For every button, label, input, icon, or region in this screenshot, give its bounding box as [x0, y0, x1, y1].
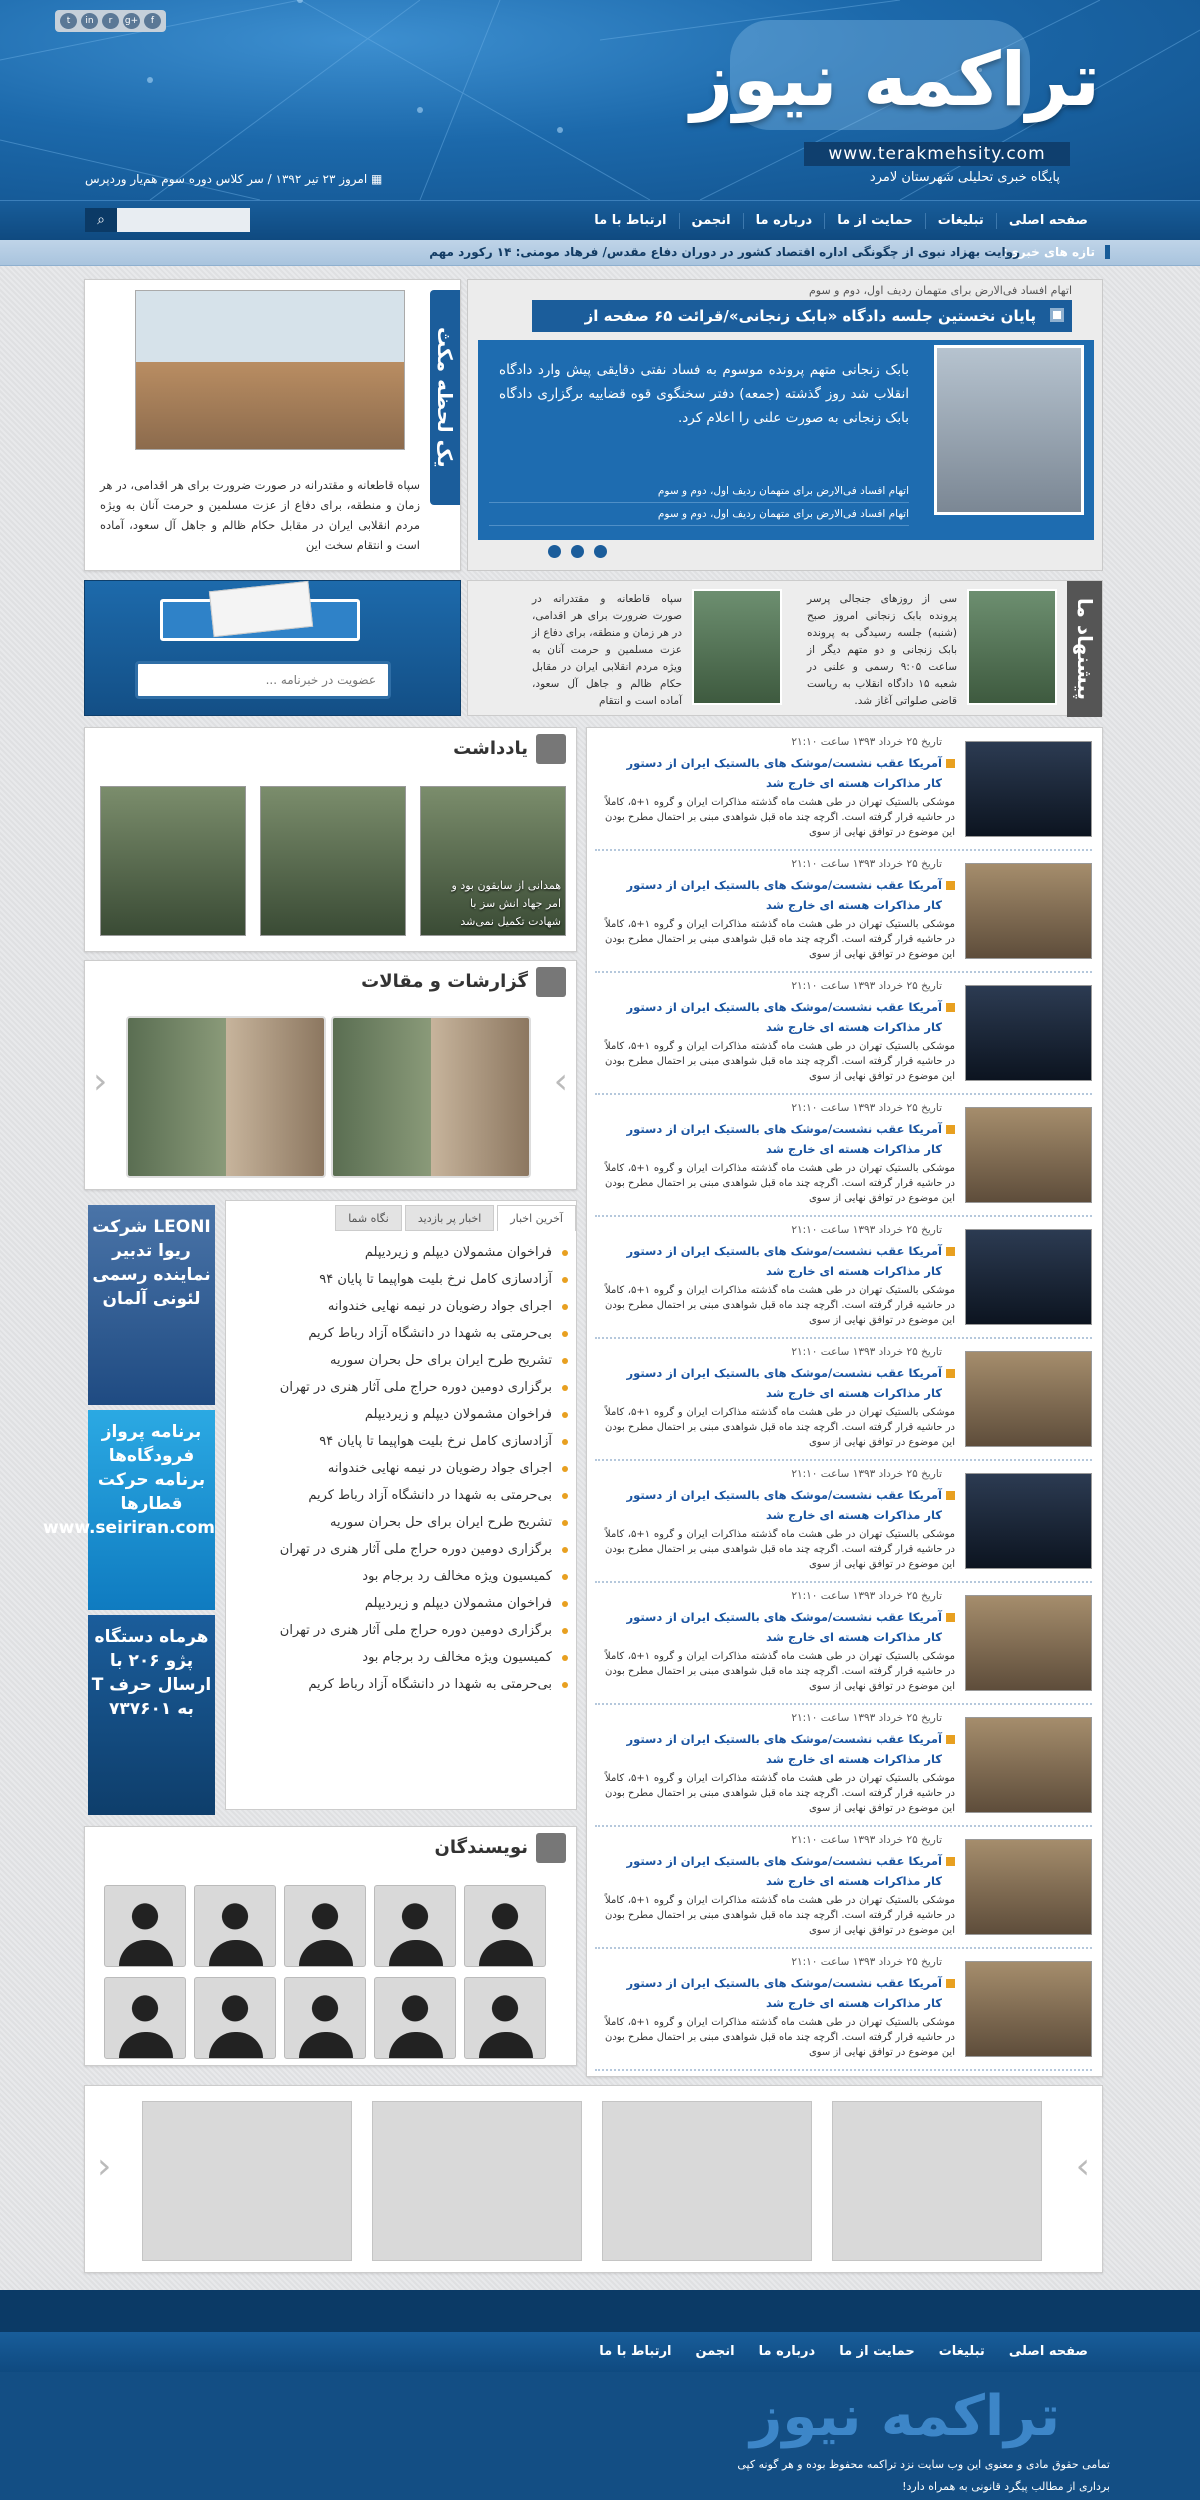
writer-avatar[interactable] [284, 1977, 366, 2059]
hero-body [478, 340, 1094, 540]
news-ticker [0, 240, 1200, 266]
list-item[interactable]: بی‌حرمتی به شهدا در دانشگاه آزاد رباط کریم [236, 1320, 576, 1347]
news-date: تاریخ ۲۵ خرداد ۱۳۹۳ ساعت ۲۱:۱۰ [791, 1834, 942, 1846]
news-summary: موشکی بالستیک تهران در طی هشت ماه گذشته مذاکرات ایران و گروه ۱+۵، کاملاً در حاشیه قرار گرفته است. اگرچه چند ماه قبل شواهدی مبنی بر احتمال مطرح بودن این موضوع در توافق نهایی از سوی [605, 1895, 955, 1936]
writer-avatar[interactable] [104, 1885, 186, 1967]
news-thumbnail[interactable] [965, 863, 1092, 959]
footer-nav-about[interactable]: درباره ما [758, 2344, 816, 2359]
ad-text: برنامه پرواز فرودگاه‌ها برنامه حرکت قطارها www.seiriran.com [42, 1422, 215, 1538]
chevron-left-icon[interactable]: ‹ [97, 2146, 112, 2187]
tab-latest[interactable]: آخرین اخبار [497, 1205, 576, 1231]
site-logo-title[interactable]: تراکمه نیوز [690, 37, 1100, 123]
news-date: تاریخ ۲۵ خرداد ۱۳۹۳ ساعت ۲۱:۱۰ [791, 1468, 942, 1480]
writer-avatar[interactable] [194, 1977, 276, 2059]
ad-banner-peugeot[interactable] [88, 1615, 215, 1815]
footer-nav-contact[interactable]: ارتباط با ما [599, 2344, 672, 2359]
notes-title: یادداشت [453, 738, 528, 759]
tab-popular[interactable]: اخبار پر بازدید [405, 1205, 494, 1231]
note-image[interactable] [260, 786, 406, 936]
reports-box [84, 960, 577, 1190]
footer-logo[interactable]: تراکمه نیوز [750, 2384, 1060, 2449]
chevron-right-icon[interactable]: › [1075, 2146, 1090, 2187]
writer-avatar[interactable] [464, 1977, 546, 2059]
suggest-image[interactable] [692, 589, 782, 705]
writer-avatar[interactable] [374, 1977, 456, 2059]
suggest-tab: پیشنهاد ما [1067, 581, 1102, 717]
suggest-box [467, 580, 1103, 716]
footer-nav-ads[interactable]: تبلیغات [938, 2344, 985, 2359]
news-summary: موشکی بالستیک تهران در طی هشت ماه گذشته مذاکرات ایران و گروه ۱+۵، کاملاً در حاشیه قرار گرفته است. اگرچه چند ماه قبل شواهدی مبنی بر احتمال مطرح بودن این موضوع در توافق نهایی از سوی [605, 1529, 955, 1570]
news-date: تاریخ ۲۵ خرداد ۱۳۹۳ ساعت ۲۱:۱۰ [791, 1712, 942, 1724]
news-title[interactable]: آمریکا عقب نشست/موشک های بالستیک ایران از دستور کار مذاکرات هسته ای خارج شد [605, 1607, 955, 1647]
hero-link[interactable]: اتهام افساد فی‌الارض برای متهمان ردیف اول، دوم و سوم [489, 480, 909, 503]
news-summary: موشکی بالستیک تهران در طی هشت ماه گذشته مذاکرات ایران و گروه ۱+۵، کاملاً در حاشیه قرار گرفته است. اگرچه چند ماه قبل شواهدی مبنی بر احتمال مطرح بودن این موضوع در توافق نهایی از سوی [605, 1651, 955, 1692]
news-date: تاریخ ۲۵ خرداد ۱۳۹۳ ساعت ۲۱:۱۰ [791, 1346, 942, 1358]
list-item[interactable]: آزادسازی کامل نرخ بلیت هواپیما تا پایان ۹۴ [236, 1428, 576, 1455]
news-title[interactable]: آمریکا عقب نشست/موشک های بالستیک ایران از دستور کار مذاکرات هسته ای خارج شد [605, 1973, 955, 2013]
writer-avatar[interactable] [194, 1885, 276, 1967]
news-title[interactable]: آمریکا عقب نشست/موشک های بالستیک ایران از دستور کار مذاکرات هسته ای خارج شد [605, 1851, 955, 1891]
hero-image[interactable] [934, 345, 1084, 515]
hero-summary: بابک زنجانی متهم پرونده موسوم به فساد نفتی دقایقی پیش وارد دادگاه انقلاب شد روز گذشته (جمعه) دفتر سخنگوی قوه قضاییه برگزاری دادگاه بابک زنجانی به صورت علنی را اعلام کرد. [499, 362, 909, 426]
suggest-image[interactable] [967, 589, 1057, 705]
news-summary: موشکی بالستیک تهران در طی هشت ماه گذشته مذاکرات ایران و گروه ۱+۵، کاملاً در حاشیه قرار گرفته است. اگرچه چند ماه قبل شواهدی مبنی بر احتمال مطرح بودن این موضوع در توافق نهایی از سوی [605, 797, 955, 838]
ticker-text[interactable]: روایت بهزاد نبوی از چگونگی اداره اقتصاد کشور در دوران دفاع مقدس/ فرهاد مومنی: ۱۴ رکورد مهم [429, 245, 1020, 259]
footer-top-bar [0, 2290, 1200, 2332]
slider-dots [508, 545, 607, 558]
moment-text: سپاه قاطعانه و مقتدرانه در صورت ضرورت برای هر اقدامی، در هر زمان و منطقه، برای دفاع از عزت مسلمین و حرمت آنان به ویژه مردم انقلابی ایران در مقابل حکام ظالم و جاهل آل سعود، آماده است و انتقام سخت این [100, 478, 420, 552]
hero-kicker: اتهام افساد فی‌الارض برای متهمان ردیف اول، دوم و سوم [808, 284, 1072, 297]
news-summary: موشکی بالستیک تهران در طی هشت ماه گذشته مذاکرات ایران و گروه ۱+۵، کاملاً در حاشیه قرار گرفته است. اگرچه چند ماه قبل شواهدی مبنی بر احتمال مطرح بودن این موضوع در توافق نهایی از سوی [605, 1163, 955, 1204]
news-item[interactable] [595, 1465, 1092, 1583]
site-header [0, 0, 1200, 200]
nav-support[interactable]: حمایت از ما [824, 213, 925, 229]
news-summary: موشکی بالستیک تهران در طی هشت ماه گذشته مذاکرات ایران و گروه ۱+۵، کاملاً در حاشیه قرار گرفته است. اگرچه چند ماه قبل شواهدی مبنی بر احتمال مطرح بودن این موضوع در توافق نهایی از سوی [605, 2017, 955, 2058]
ad-text: هرماه دستگاه پژو ۲۰۶ با ارسال حرف T به ۷۳۷۶۰۱ [91, 1627, 212, 1719]
site-tagline: پایگاه خبری تحلیلی شهرستان لامرد [869, 170, 1060, 185]
footer-nav-home[interactable]: صفحه اصلی [1008, 2344, 1088, 2359]
ad-banner-leoni[interactable] [88, 1205, 215, 1405]
news-title[interactable]: آمریکا عقب نشست/موشک های بالستیک ایران از دستور کار مذاکرات هسته ای خارج شد [605, 875, 955, 915]
list-item[interactable]: برگزاری دومین دوره حراج ملی آثار هنری در تهران [236, 1374, 576, 1401]
news-summary: موشکی بالستیک تهران در طی هشت ماه گذشته مذاکرات ایران و گروه ۱+۵، کاملاً در حاشیه قرار گرفته است. اگرچه چند ماه قبل شواهدی مبنی بر احتمال مطرح بودن این موضوع در توافق نهایی از سوی [605, 1285, 955, 1326]
news-title[interactable]: آمریکا عقب نشست/موشک های بالستیک ایران از دستور کار مذاکرات هسته ای خارج شد [605, 1241, 955, 1281]
news-thumbnail[interactable] [965, 1351, 1092, 1447]
news-item[interactable] [595, 1221, 1092, 1339]
footer-main [0, 2372, 1200, 2500]
news-title[interactable]: آمریکا عقب نشست/موشک های بالستیک ایران از دستور کار مذاکرات هسته ای خارج شد [605, 1485, 955, 1525]
hero-link[interactable]: اتهام افساد فی‌الارض برای متهمان ردیف اول، دوم و سوم [489, 503, 909, 526]
list-item[interactable]: فراخوان مشمولان دیپلم و زیردیپلم [236, 1239, 576, 1266]
news-thumbnail[interactable] [965, 1229, 1092, 1325]
news-thumbnail[interactable] [965, 1961, 1092, 2057]
news-thumbnail[interactable] [965, 1107, 1092, 1203]
list-item[interactable]: کمیسیون ویژه مخالف رد برجام بود [236, 1644, 576, 1671]
news-item[interactable] [595, 1831, 1092, 1949]
moment-tab: یک لحظه مکث [430, 290, 460, 505]
news-date: تاریخ ۲۵ خرداد ۱۳۹۳ ساعت ۲۱:۱۰ [791, 1956, 942, 1968]
facebook-icon[interactable]: f [144, 13, 161, 29]
news-tabs-box [225, 1200, 577, 1810]
news-summary: موشکی بالستیک تهران در طی هشت ماه گذشته مذاکرات ایران و گروه ۱+۵، کاملاً در حاشیه قرار گرفته است. اگرچه چند ماه قبل شواهدی مبنی بر احتمال مطرح بودن این موضوع در توافق نهایی از سوی [605, 919, 955, 960]
writers-box [84, 1826, 577, 2066]
news-thumbnail[interactable] [965, 1473, 1092, 1569]
news-tabs [332, 1201, 576, 1231]
writer-avatar[interactable] [104, 1977, 186, 2059]
moment-box [84, 279, 461, 571]
writers-title: نویسندگان [434, 1837, 528, 1858]
news-summary: موشکی بالستیک تهران در طی هشت ماه گذشته مذاکرات ایران و گروه ۱+۵، کاملاً در حاشیه قرار گرفته است. اگرچه چند ماه قبل شواهدی مبنی بر احتمال مطرح بودن این موضوع در توافق نهایی از سوی [605, 1407, 955, 1448]
report-image[interactable] [331, 1016, 531, 1178]
news-item[interactable] [595, 977, 1092, 1095]
writer-avatar[interactable] [464, 1885, 546, 1967]
news-item[interactable] [595, 855, 1092, 973]
carousel-item[interactable] [832, 2101, 1042, 2261]
nav-about[interactable]: درباره ما [743, 213, 825, 229]
news-thumbnail[interactable] [965, 1839, 1092, 1935]
news-summary: موشکی بالستیک تهران در طی هشت ماه گذشته مذاکرات ایران و گروه ۱+۵، کاملاً در حاشیه قرار گرفته است. اگرچه چند ماه قبل شواهدی مبنی بر احتمال مطرح بودن این موضوع در توافق نهایی از سوی [605, 1041, 955, 1082]
chevron-left-icon[interactable]: ‹ [93, 1061, 108, 1102]
news-item[interactable] [595, 1343, 1092, 1461]
newsletter-box [84, 580, 461, 716]
note-image[interactable] [420, 786, 566, 936]
news-summary: موشکی بالستیک تهران در طی هشت ماه گذشته مذاکرات ایران و گروه ۱+۵، کاملاً در حاشیه قرار گرفته است. اگرچه چند ماه قبل شواهدی مبنی بر احتمال مطرح بودن این موضوع در توافق نهایی از سوی [605, 1773, 955, 1814]
suggest-text[interactable]: سپاه قاطعانه و مقتدرانه در صورت ضرورت برای هر اقدامی، در هر زمان و منطقه، برای دفاع از عزت مسلمین و حرمت آنان به ویژه مردم انقلابی ایران در مقابل حکام ظالم و جاهل آل سعود، آماده است و انتقام [532, 593, 682, 707]
footer-copyright: تمامی حقوق مادی و معنوی این وب سایت نزد تراکمه محفوظ بوده و هر گونه کپی برداری از مطالب پیگرد قانونی به همراه دارد! [737, 2458, 1110, 2493]
list-item[interactable]: فراخوان مشمولان دیپلم و زیردیپلم [236, 1590, 576, 1617]
news-date: تاریخ ۲۵ خرداد ۱۳۹۳ ساعت ۲۱:۱۰ [791, 980, 942, 992]
ad-text: LEONI شرکت ریوا تدبیر نماینده رسمی لئونی آلمان [92, 1217, 211, 1309]
note-caption: همدانی از سابقون بود و امر جهاد انش سز با شهادت تکمیل نمی‌شد [451, 879, 561, 928]
linkedin-icon[interactable]: in [81, 13, 98, 29]
news-title[interactable]: آمریکا عقب نشست/موشک های بالستیک ایران از دستور کار مذاکرات هسته ای خارج شد [605, 753, 955, 793]
news-feed [586, 727, 1103, 2077]
list-item[interactable]: آزادسازی کامل نرخ بلیت هواپیما تا پایان ۹۴ [236, 1266, 576, 1293]
footer-nav [0, 2332, 1200, 2372]
list-item[interactable]: کمیسیون ویژه مخالف رد برجام بود [236, 1563, 576, 1590]
list-item[interactable]: فراخوان مشمولان دیپلم و زیردیپلم [236, 1401, 576, 1428]
date-label: امروز ۲۳ تیر ۱۳۹۲ / سر کلاس دوره سوم هم‌یار وردپرس [85, 172, 368, 186]
carousel-item[interactable] [142, 2101, 352, 2261]
news-title[interactable]: آمریکا عقب نشست/موشک های بالستیک ایران از دستور کار مذاکرات هسته ای خارج شد [605, 1119, 955, 1159]
site-url: www.terakmehsity.com [804, 142, 1070, 166]
list-item[interactable]: بی‌حرمتی به شهدا در دانشگاه آزاد رباط کریم [236, 1482, 576, 1509]
news-item[interactable] [595, 1953, 1092, 2071]
date-text [85, 172, 382, 186]
slider-dot[interactable] [594, 545, 607, 558]
news-thumbnail[interactable] [965, 1717, 1092, 1813]
news-item[interactable] [595, 1709, 1092, 1827]
list-item[interactable]: تشریح طرح ایران برای حل بحران سوریه [236, 1347, 576, 1374]
envelope-icon [160, 599, 360, 641]
newsletter-input[interactable] [135, 661, 391, 699]
nav-home[interactable]: صفحه اصلی [996, 213, 1100, 229]
news-list [236, 1239, 576, 1698]
moment-image[interactable] [135, 290, 405, 450]
slider-dot[interactable] [571, 545, 584, 558]
reports-title: گزارشات و مقالات [361, 971, 528, 992]
suggest-text[interactable]: سی از روزهای جنجالی پرسر پرونده بابک زنجانی امروز صبح (شنبه) جلسه رسیدگی به پرونده بابک زنجانی و دو متهم دیگر از ساعت ۹:۰۵ رسمی و علنی در شعبه ۱۵ دادگاه انقلاب به ریاست قاضی صلواتی آغاز شد. [807, 593, 957, 707]
chevron-right-icon[interactable]: › [553, 1061, 568, 1102]
list-item[interactable]: برگزاری دومین دوره حراج ملی آثار هنری در تهران [236, 1617, 576, 1644]
nav-ads[interactable]: تبلیغات [925, 213, 996, 229]
list-item[interactable]: اجرای جواد رضویان در نیمه نهایی خندوانه [236, 1293, 576, 1320]
footer-nav-support[interactable]: حمایت از ما [839, 2344, 915, 2359]
ticker-label: تازه های خبری: [1003, 245, 1110, 259]
twitter-icon[interactable]: t [60, 13, 77, 29]
news-title[interactable]: آمریکا عقب نشست/موشک های بالستیک ایران از دستور کار مذاکرات هسته ای خارج شد [605, 997, 955, 1037]
news-date: تاریخ ۲۵ خرداد ۱۳۹۳ ساعت ۲۱:۱۰ [791, 736, 942, 748]
news-date: تاریخ ۲۵ خرداد ۱۳۹۳ ساعت ۲۱:۱۰ [791, 1224, 942, 1236]
square-icon [1050, 308, 1064, 322]
rss-icon[interactable]: r [102, 13, 119, 29]
hero-related-links [489, 480, 909, 526]
carousel-item[interactable] [372, 2101, 582, 2261]
news-date: تاریخ ۲۵ خرداد ۱۳۹۳ ساعت ۲۱:۱۰ [791, 858, 942, 870]
news-date: تاریخ ۲۵ خرداد ۱۳۹۳ ساعت ۲۱:۱۰ [791, 1102, 942, 1114]
nav-contact[interactable]: ارتباط با ما [594, 213, 667, 228]
news-item[interactable] [595, 733, 1092, 851]
news-title[interactable]: آمریکا عقب نشست/موشک های بالستیک ایران از دستور کار مذاکرات هسته ای خارج شد [605, 1363, 955, 1403]
search-button[interactable]: ⌕ [85, 208, 117, 232]
search-input[interactable] [117, 208, 250, 232]
tab-opinion[interactable]: نگاه شما [335, 1205, 402, 1231]
notes-box [84, 727, 577, 952]
hero-title[interactable]: پایان نخستین جلسه دادگاه «بابک زنجانی»/قرائت ۶۵ صفحه از [532, 300, 1072, 332]
news-thumbnail[interactable] [965, 985, 1092, 1081]
list-item[interactable]: اجرای جواد رضویان در نیمه نهایی خندوانه [236, 1455, 576, 1482]
nav-forum[interactable]: انجمن [679, 213, 743, 229]
list-item[interactable]: بی‌حرمتی به شهدا در دانشگاه آزاد رباط کریم [236, 1671, 576, 1698]
hero-slider [467, 279, 1103, 571]
googleplus-icon[interactable]: g+ [123, 13, 140, 29]
note-image[interactable] [100, 786, 246, 936]
news-item[interactable] [595, 1587, 1092, 1705]
news-thumbnail[interactable] [965, 1595, 1092, 1691]
list-item[interactable]: برگزاری دومین دوره حراج ملی آثار هنری در تهران [236, 1536, 576, 1563]
footer-nav-forum[interactable]: انجمن [695, 2344, 735, 2359]
bottom-carousel [84, 2085, 1103, 2273]
news-title[interactable]: آمریکا عقب نشست/موشک های بالستیک ایران از دستور کار مذاکرات هسته ای خارج شد [605, 1729, 955, 1769]
slider-dot[interactable] [548, 545, 561, 558]
news-thumbnail[interactable] [965, 741, 1092, 837]
carousel-item[interactable] [602, 2101, 812, 2261]
writer-avatar[interactable] [284, 1885, 366, 1967]
list-item[interactable]: تشریح طرح ایران برای حل بحران سوریه [236, 1509, 576, 1536]
report-image[interactable] [126, 1016, 326, 1178]
search-box [85, 208, 250, 232]
social-links [55, 10, 166, 32]
news-item[interactable] [595, 1099, 1092, 1217]
ad-banner-seiriran[interactable] [42, 1410, 215, 1610]
calendar-icon: ▦ [367, 172, 383, 186]
writer-avatar[interactable] [374, 1885, 456, 1967]
news-date: تاریخ ۲۵ خرداد ۱۳۹۳ ساعت ۲۱:۱۰ [791, 1590, 942, 1602]
